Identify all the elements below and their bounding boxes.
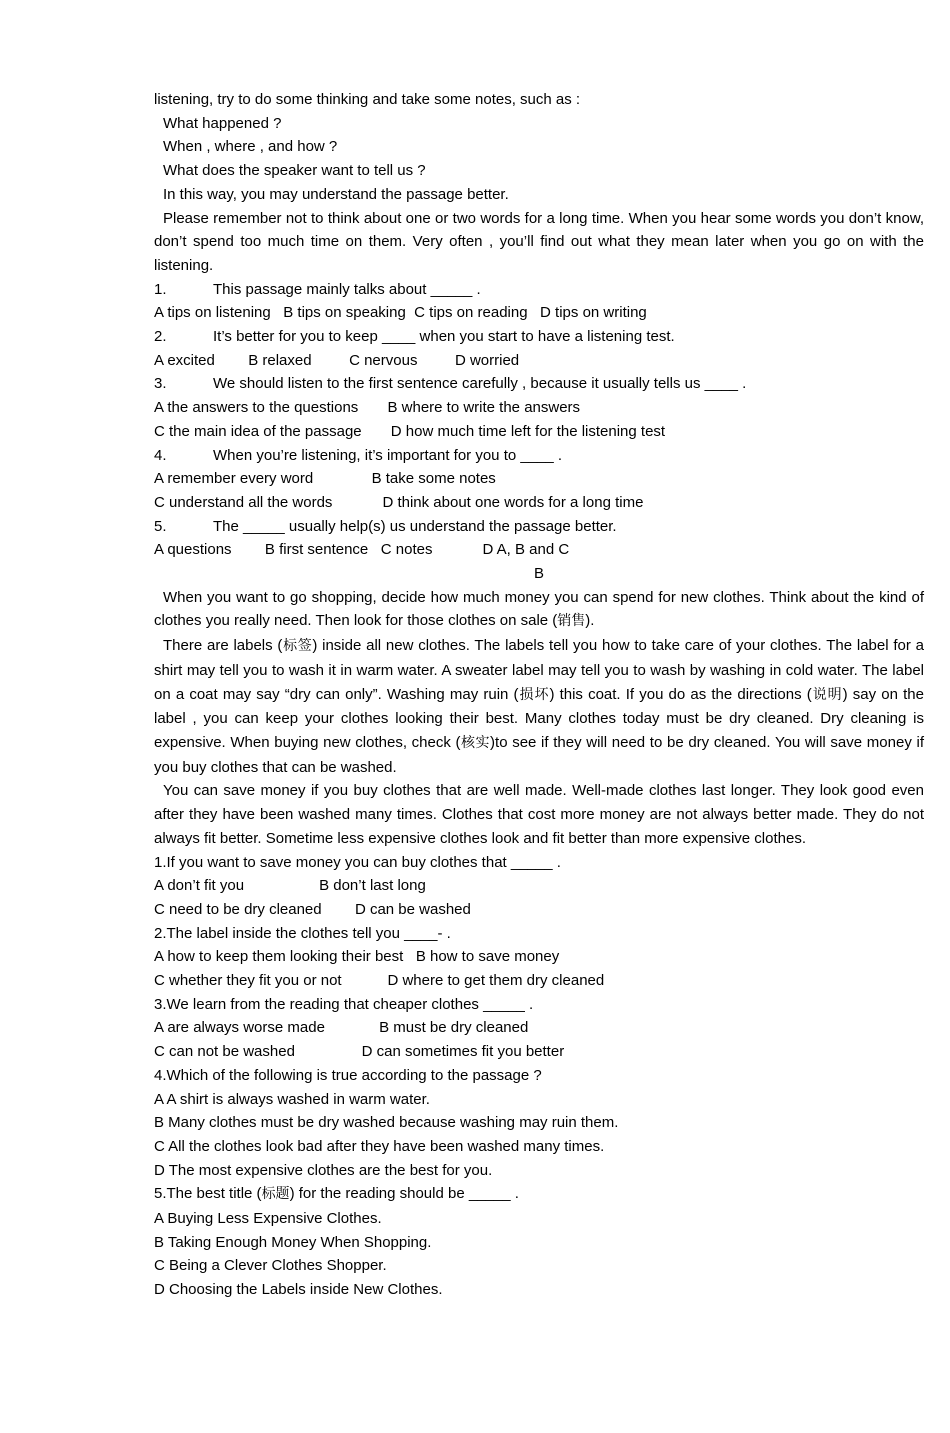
question-b3-options-1: A are always worse made B must be dry cleaned: [154, 1019, 529, 1037]
question-a2: [154, 325, 924, 349]
question-a2-options: A excited B relaxed C nervous D worried: [154, 351, 520, 369]
question-stem: When you’re listening, it’s important for you to ____ .: [213, 446, 563, 464]
question-b4-option-c: C All the clothes look bad after they have been washed many times.: [154, 1137, 605, 1155]
text: )to see if they will need to be dry cleaned. You will save money if you buy clothes that can be washed.: [154, 733, 924, 776]
chinese-gloss: 标签: [282, 638, 313, 655]
question-b4: 4.Which of the following is true according to the passage ?: [154, 1066, 542, 1084]
question-b1: 1.If you want to save money you can buy clothes that _____ .: [154, 853, 561, 871]
question-b5-option-b: B Taking Enough Money When Shopping.: [154, 1233, 432, 1251]
prompt-3: What does the speaker want to tell us ?: [163, 162, 426, 180]
document-page: [154, 88, 924, 1302]
section-b-paragraph-3: You can save money if you buy clothes that are well made. Well-made clothes last longer. They look good even after they have been washed many times. Clothes that cost more money are not always better made. They do not always fit better. Sometime less expensive clothes look and fit better than more expensive clothes.: [154, 782, 924, 847]
question-b5-option-d: D Choosing the Labels inside New Clothes.: [154, 1281, 443, 1299]
passage-after: In this way, you may understand the passage better.: [163, 185, 509, 203]
question-a1: [154, 278, 924, 302]
question-stem: It’s better for you to keep ____ when you start to have a listening test.: [213, 328, 675, 346]
question-b1-options-2: C need to be dry cleaned D can be washed: [154, 900, 471, 918]
question-b2-options-2: C whether they fit you or not D where to get them dry cleaned: [154, 972, 605, 990]
prompt-2: When , where , and how ?: [163, 138, 338, 156]
question-a1-options: A tips on listening B tips on speaking C tips on reading D tips on writing: [154, 304, 647, 322]
chinese-gloss: 标题: [261, 1186, 290, 1203]
text: There are labels (: [163, 637, 283, 655]
question-a4-options-2: C understand all the words D think about one words for a long time: [154, 493, 644, 511]
question-b5: [154, 1182, 924, 1207]
question-a4: [154, 444, 924, 468]
section-b-paragraph-1: [154, 586, 924, 634]
question-b5-option-a: A Buying Less Expensive Clothes.: [154, 1210, 382, 1228]
question-b2: 2.The label inside the clothes tell you ____- .: [154, 924, 451, 942]
question-a5-options: A questions B first sentence C notes D A, B and C: [154, 541, 570, 559]
chinese-gloss: 销售: [557, 613, 586, 630]
text: ) for the reading should be _____ .: [289, 1185, 519, 1203]
question-a3-options-1: A the answers to the questions B where to write the answers: [154, 399, 581, 417]
text: ) this coat. If you do as the directions (: [549, 685, 812, 703]
question-b3: 3.We learn from the reading that cheaper clothes _____ .: [154, 995, 534, 1013]
text: When you want to go shopping, decide how much money you can spend for new clothes. Think about the kind of clothes you really need. Then look for those clothes on sale (: [154, 588, 924, 630]
text: ) inside all new clothes. The labels tell you how to take care of your clothes. The label for a shirt may tell you to wash it in warm water. A sweater label may tell you to wash by washing in cold water. The label on a coat may say “dry can only”. Washing may ruin (: [154, 637, 924, 703]
section-heading: B: [533, 565, 544, 583]
question-number: 4.: [154, 446, 167, 464]
question-a5: [154, 515, 924, 539]
question-a3-options-2: C the main idea of the passage D how much time left for the listening test: [154, 422, 666, 440]
prompt-1: What happened ?: [163, 114, 282, 132]
chinese-gloss: 说明: [811, 686, 843, 703]
question-b4-option-b: B Many clothes must be dry washed because washing may ruin them.: [154, 1114, 619, 1132]
question-b4-option-a: A A shirt is always washed in warm water.: [154, 1090, 430, 1108]
question-stem: We should listen to the first sentence carefully , because it usually tells us ____ .: [213, 375, 747, 393]
text: ) say on the label , you can keep your clothes looking their best. Many clothes today must be dry cleaned. Dry cleaning is expensive. When buying new clothes, check (: [154, 685, 924, 751]
chinese-gloss: 损坏: [518, 686, 550, 703]
question-stem: This passage mainly talks about _____ .: [213, 280, 481, 298]
passage-paragraph: Please remember not to think about one or two words for a long time. When you hear some words you don’t know, don’t spend too much time on them. Very often , you’ll find out what they mean later when you go on with the listening.: [154, 209, 924, 274]
question-b3-options-2: C can not be washed D can sometimes fit you better: [154, 1043, 565, 1061]
question-number: 1.: [154, 280, 167, 298]
chinese-gloss: 核实: [460, 734, 491, 751]
section-b-paragraph-2: [154, 634, 924, 779]
question-b5-option-c: C Being a Clever Clothes Shopper.: [154, 1257, 387, 1275]
question-stem: The _____ usually help(s) us understand the passage better.: [213, 517, 617, 535]
question-number: 3.: [154, 375, 167, 393]
question-number: 2.: [154, 328, 167, 346]
question-a4-options-1: A remember every word B take some notes: [154, 470, 496, 488]
text: 5.The best title (: [154, 1185, 262, 1203]
question-b2-options-1: A how to keep them looking their best B how to save money: [154, 948, 560, 966]
text: ).: [585, 612, 595, 630]
passage-lead: listening, try to do some thinking and take some notes, such as :: [154, 91, 581, 108]
question-b1-options-1: A don’t fit you B don’t last long: [154, 877, 426, 895]
question-b4-option-d: D The most expensive clothes are the best for you.: [154, 1161, 493, 1179]
question-a3: [154, 372, 924, 396]
question-number: 5.: [154, 517, 167, 535]
